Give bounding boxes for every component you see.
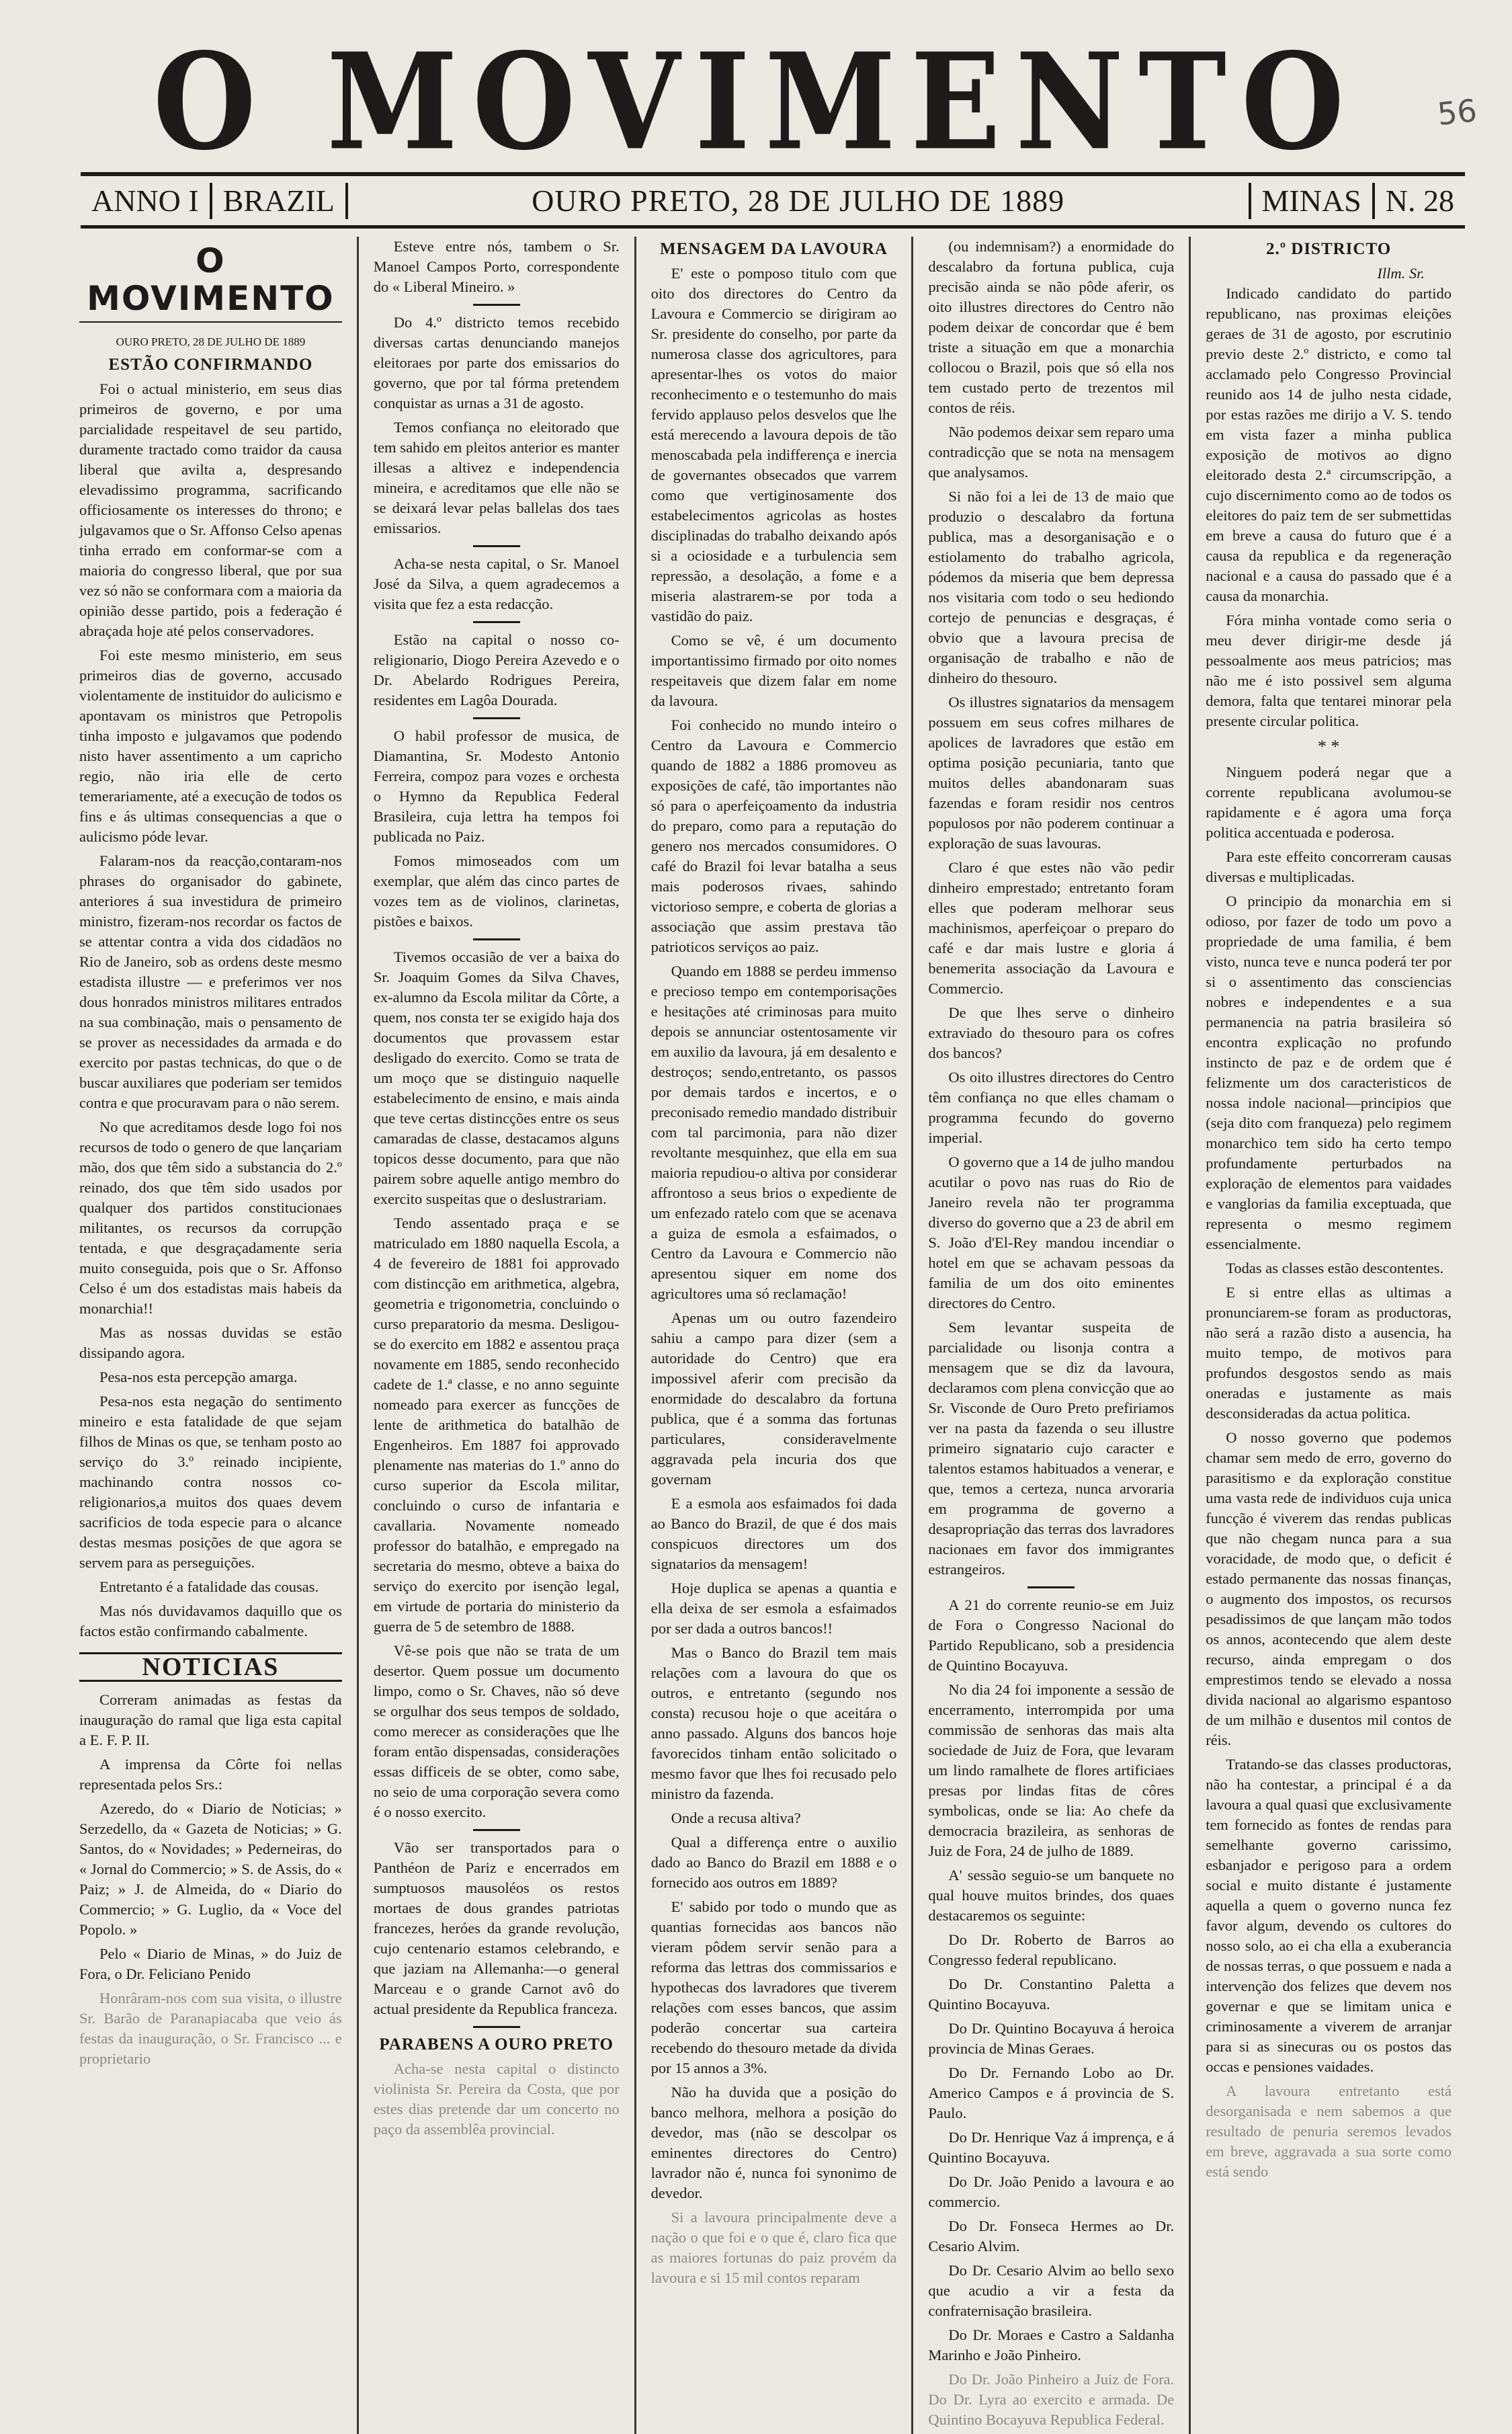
paragraph: Sem levantar suspeita de parcialidade ou lisonja contra a mensagem que se diz da lavoura, declaramos com plena convicção que ao Sr. Visconde de Ouro Preto prefiriamos ver na pasta da fazenda o seu illustre primeiro signatario cujo caracter e talentos estamos habituados a venerar, e que, temos a certeza, nunca arvoraria em programma de governo a desapropriação das terras dos lavradores nacionaes em favor dos immigrantes estrangeiros.	[928, 1319, 1175, 1578]
paragraph: E' sabido por todo o mundo que as quantias fornecidas aos bancos não vieram pôdem servir senão para a reforma das lettras dos commissarios e hypothecas dos lavradores que tiverem relações com esses bancos, que assim poderão concertar sua carteira recebendo do thesouro metade da divida por 15 annos a 3%.	[650, 1898, 897, 2076]
dateline-state: MINAS	[1261, 184, 1361, 218]
paragraph: Correram animadas as festas da inauguração do ramal que liga esta capital a E. F. P. II.	[79, 1691, 342, 1748]
paragraph: Entretanto é a fatalidade das cousas.	[99, 1578, 319, 1595]
paragraph: O principio da monarchia em si odioso, por fazer de todo um povo a propriedade de uma familia, é bem visto, nunca teve e nunca poderá ter por si o assentimento das consciencias nobres e independentes e a sua permanencia na patria brasileira só encontra explicação no profundo instincto de paz e de ordem que é felizmente um dos caracteristicos de nossa indole nacional—principios que (seja dito com franqueza) pelo regimem monarchico tem sido ha certo tempo profundamente perturbados na exploração de elementos para vaidades e vanglorias da familia exceptuada, que representa o mesmo regimem essencialmente.	[1206, 893, 1452, 1252]
paragraph: Onde a recusa altiva?	[671, 1810, 801, 1826]
paragraph: Estão na capital o nosso co-religionario, Diogo Pereira Azevedo e o Dr. Abelardo Rodrigues Pereira, residentes em Lagôa Dourada.	[373, 631, 620, 708]
paragraph: Foi este mesmo ministerio, em seus primeiros dias de governo, accusado violentamente de instituidor do aulicismo e apontavam os ministros que Petropolis tinha imposto e julgavamos que podendo nisto haver assentimento a um capricho regio, não iria elle de certo temerariamente, até a execução de todos os fins e ás ultimas consequencias a que o aulicismo póde levar.	[79, 647, 342, 845]
paragraph: Do Dr. Fernando Lobo ao Dr. Americo Campos e á provincia de S. Paulo.	[928, 2064, 1175, 2121]
paragraph: O nosso governo que podemos chamar sem medo de erro, governo do parasitismo e da exploração constitue uma vasta rede de individuos cuja unica funcção é viverem das rendas publicas que não chegam nunca para a sua voracidade, de modo que, o deficit é estado permanente das nossas finanças, o augmento dos impostos, os recursos pesadissimos de que lançam mão todos os annos, acontecendo que alem deste recurso, ainda empregam o dos emprestimos tendo se elevado a nossa divida nacional ao algarismo espantoso de um milhão e dusentos mil contos de réis.	[1206, 1429, 1452, 1748]
paragraph: Temos confiança no eleitorado que tem sahido em pleitos anterior es manter illesas a altivez e independencia mineira, e acreditamos que elle não se se deixará levar pelas ballelas dos taes emissarios.	[373, 419, 620, 536]
paragraph: Ninguem poderá negar que a corrente republicana avolumou-se rapidamente e é agora uma força politica accentuada e poderosa.	[1206, 764, 1452, 841]
paragraph: Honrâram-nos com sua visita, o illustre Sr. Barão de Paranapiacaba que veio ás festas da inauguração, o Sr. Francisco ... e proprietario	[79, 1990, 342, 2067]
paragraph: Mas o Banco do Brazil tem mais relações com a lavoura do que os outros, e entretanto (segundo nos consta) recusou hoje o que aceitára o anno passado. Alguns dos bancos hoje favorecidos tinham então solicitado o mesmo favor que lhes foi recusado pelo ministro da fazenda.	[650, 1644, 897, 1802]
paragraph: Os oito illustres directores do Centro têm confiança no que elles chamam o programma fecundo do governo imperial.	[928, 1069, 1175, 1146]
editorial-dateline: OURO PRETO, 28 DE JULHO DE 1889	[116, 335, 306, 348]
column-2	[357, 237, 634, 2434]
divider	[1027, 1586, 1075, 1588]
newspaper-masthead: O MOVIMENTO	[153, 24, 1359, 180]
paragraph: Do 4.º districto temos recebido diversas cartas denunciando manejos eleitoraes por parte dos emissarios do governo, que por tal fórma pretendem conquistar as urnas a 31 de agosto.	[373, 314, 620, 411]
paragraph: (ou indemnisam?) a enormidade do descalabro da fortuna publica, cuja precisão ainda se não pôde aferir, os oito illustres directores do Centro não podem deixar de concordar que é bem triste a situação em que a monarchia collocou o Brazil, pois que só ella nos tem custado perto de trezentos mil contos de réis.	[928, 238, 1175, 416]
column-4	[911, 237, 1189, 2434]
paragraph: Do Dr. Quintino Bocayuva á heroica provincia de Minas Geraes.	[928, 2020, 1175, 2057]
paragraph: Pesa-nos esta percepção amarga.	[99, 1369, 298, 1385]
divider	[473, 1829, 520, 1831]
paragraph: E a esmola aos esfaimados foi dada ao Banco do Brazil, de que é dos mais conspicuos directores um dos signatarios da mensagem!	[650, 1495, 897, 1572]
paragraph: O governo que a 14 de julho mandou acutilar o povo nas ruas do Rio de Janeiro revela não ter programma diverso do governo que a 23 de abril em S. João d'El-Rey mandou incendiar o hotel em que se achavam pessoas da familia de um dos oito eminentes directores do Centro.	[928, 1153, 1175, 1311]
paragraph: De que lhes serve o dinheiro extraviado do thesouro para os cofres dos bancos?	[928, 1004, 1175, 1061]
article-heading: MENSAGEM DA LAVOURA	[660, 240, 888, 258]
paragraph: Pesa-nos esta negação do sentimento mineiro e esta fatalidade de que sejam filhos de Minas os que, se tenham posto ao serviço do 3.º reinado incipiente, machinando contra nossos co-religionarios,a muitos dos quaes devem sacrificios de toda especie para o alcance destas mesmas posições de que agora se servem para as perseguições.	[79, 1393, 342, 1571]
section-title-noticias: NOTICIAS	[79, 1652, 342, 1682]
paragraph: Pelo « Diario de Minas, » do Juiz de Fora, o Dr. Feliciano Penido	[79, 1945, 342, 1982]
paragraph: Do Dr. João Pinheiro a Juiz de Fora. Do Dr. Lyra ao exercito e armada. De Quintino Bocayuva Republica Federal.	[928, 2371, 1175, 2428]
dateline-number: N. 28	[1385, 184, 1454, 218]
divider	[473, 938, 520, 940]
paragraph: A lavoura entretanto está desorganisada e nem sabemos a que resultado de penuria seremos levados em breve, aggravada a sua sorte como está sendo	[1206, 2082, 1452, 2180]
article-heading: PARABENS A OURO PRETO	[379, 2035, 614, 2054]
page-margin-number: 56	[1435, 92, 1479, 132]
paragraph: Para este effeito concorreram causas diversas e multiplicadas.	[1206, 848, 1452, 885]
paragraph: Fomos mimoseados com um exemplar, que além das cinco partes de vozes tem as de violinos, clarinetas, pistões e baixos.	[373, 852, 620, 930]
paragraph: Fóra minha vontade como seria o meu dever dirigir-me desde já pessoalmente aos meus patricios; mas não me é isto possivel sem alguma demora, falta que tentarei minorar pela presente circular politica.	[1206, 612, 1452, 729]
article-columns	[79, 237, 1466, 2428]
paragraph: Azeredo, do « Diario de Noticias; » Serzedello, da « Gazeta de Noticias; » G. Santos, do « Novidades; » Pederneiras, do « Jornal do Commercio; » S. de Assis, do « Paiz; » J. de Almeida, do « Diario do Commercio; » G. Luglio, da « Voce del Popolo. »	[79, 1800, 342, 1938]
noticias-body	[79, 1690, 342, 2069]
paragraph: A' sessão seguio-se um banquete no qual houve muitos brindes, dos quaes destacaremos os seguinte:	[928, 1867, 1175, 1924]
editorial-masthead: O MOVIMENTO	[79, 242, 342, 323]
article-heading: ESTÃO CONFIRMANDO	[108, 356, 313, 374]
paragraph: No que acreditamos desde logo foi nos recursos de todo o genero de que lançariam mão, dos que têm sido a substancia do 2.º reinado, dos que têm sido usados por qualquer dos partidos constitucionaes militantes, os recursos da corrupção tentada, e que desgraçadamente seria muito conseguida, pois que o Sr. Affonso Celso é um dos estadistas mais habeis da monarchia!!	[79, 1119, 342, 1317]
dateline-country: BRAZIL	[222, 184, 335, 218]
paragraph: E si entre ellas as ultimas a pronunciarem-se foram as productoras, não será a razão disto a ausencia, ha muito tempo, de motivos para profundos desgostos sendo as mais oneradas e justamente as mais desconsideradas da actua politica.	[1206, 1284, 1452, 1422]
paragraph: Si a lavoura principalmente deve a nação o que foi e o que é, claro fica que as maiores fortunas do paiz provém da lavoura e si 15 mil contos reparam	[650, 2209, 897, 2286]
article-body	[79, 379, 342, 1641]
paragraph: Tivemos occasião de ver a baixa do Sr. Joaquim Gomes da Silva Chaves, ex-alumno da Escola militar da Côrte, a quem, nos consta ter se exigido haja dos documentos que provassem estar desligado do exercito. Como se trata de um moço que se distinguio naquelle estabelecimento de ensino, e mais ainda que teve certas distincções entre os seus camaradas de classe, destacamos alguns topicos desse documento, para que não pairem sobre aquelle antigo membro do exercito suspeitas que o deslustrariam.	[373, 948, 620, 1207]
paragraph: Os illustres signatarios da mensagem possuem em seus cofres milhares de apolices de lavradores que estão em optima posição pecuniaria, tanto que muitos delles abandonaram suas fazendas e foram residir nos centros populosos por não poderem continuar a exploração de suas lavouras.	[928, 694, 1175, 852]
dateline-anno: ANNO I	[91, 184, 199, 218]
paragraph: A imprensa da Côrte foi nellas representada pelos Srs.:	[79, 1756, 342, 1793]
paragraph: Não podemos deixar sem reparo uma contradicção que se nota na mensagem que analysamos.	[928, 423, 1175, 481]
paragraph: Si não foi a lei de 13 de maio que produzio o descalabro da fortuna publica, mas a desorganisação e o estiolamento do trabalho agricola, pódemos da miseria que bem depressa nos visitaria com todo o seu hediondo cortejo de penuncias e desgraças, é obvio que a lavoura precisa de organisação de trabalho e não de dinheiro do thesouro.	[928, 488, 1175, 686]
paragraph: Tendo assentado praça e se matriculado em 1880 naquella Escola, a 4 de fevereiro de 1881 foi approvado com distincção em arithmetica, algebra, geometria e trigonometria, concluindo o curso preparatorio da mesma. Desligou-se do exercito em 1882 e assentou praça novamente em 1885, sendo reconhecido cadete de 1.ª classe, e no anno seguinte nomeado para exercer as funcções de lente de arithmetica do batalhão de Engenheiros. Em 1887 foi approvado plenamente nas materias do 1.º anno do curso superior da Escola militar, concluindo o curso de infantaria e cavallaria. Novamente nomeado professor do batalhão, e empregado na secretaria do mesmo, obteve a baixa do serviço do exercito por isenção legal, em virtude de portaria do ministerio da guerra de 5 de setembro de 1888.	[373, 1215, 620, 1635]
paragraph: Do Dr. Fonseca Hermes ao Dr. Cesario Alvim.	[928, 2218, 1175, 2255]
divider	[473, 717, 520, 719]
section-stars: * *	[1317, 737, 1340, 756]
paragraph: Foi conhecido no mundo inteiro o Centro da Lavoura e Commercio quando de 1882 a 1886 promoveu as exposições de café, tão importantes não só para o aperfeiçoamento da industria do preparo, como para a reputação do genero nos mercados consumidores. O café do Brazil foi levar batalha a seus mais poderosos rivaes, sahindo victorioso sempre, e coberta de glorias a associação que assim prestava tão patrioticos serviços ao paiz.	[650, 717, 897, 955]
paragraph: A 21 do corrente reunio-se em Juiz de Fora o Congresso Nacional do Partido Republicano, sob a presidencia de Quintino Bocayuva.	[928, 1596, 1175, 1674]
paragraph: Não ha duvida que a posição do banco melhora, melhora a posição do devedor, mas (não se descolpar os eminentes directores do Centro) lavrador não é, nunca foi synonimo de devedor.	[650, 2084, 897, 2201]
paragraph: Indicado candidato do partido republicano, nas proximas eleições geraes de 31 de agosto, por escrutinio previo deste 2.º districto, e como tal acclamado pelo Congresso Provincial reunido aos 14 de julho nesta cidade, por estas razões me dirijo a V. S. tendo em vista fazer a minha publica exposição de motivos ao digno eleitorado desta 2.ª circumscripção, a cujo discernimento como ao de todos os eleitores do paiz tem de ser submettidas em breve a causa do futuro que é a causa da republica e da regeneração nacional e a causa do passado que é a causa da monarchia.	[1206, 285, 1452, 604]
paragraph: Quando em 1888 se perdeu immenso e precioso tempo em contemporisações e hesitações até criminosas para muito depois se annunciar ostentosamente vir em auxilio da lavoura, já em desalento e destroços; sendo,entretanto, os passos por demais tardos e incertos, e o preconisado remedio mandado distribuir com tal parcimonia, para não dizer revoltante mesquinhez, que ella em sua maioria repudiou-o altiva por considerar affrontoso a seus brios o expediente de um enfezado ratelo com que se acenava a guiza de esmola a esfaimados, o Centro da Lavoura e Commercio não apresentou siquer em nome dos agricultores uma só reclamação!	[650, 963, 897, 1302]
paragraph: Do Dr. Roberto de Barros ao Congresso federal republicano.	[928, 1931, 1175, 1968]
paragraph: Esteve entre nós, tambem o Sr. Manoel Campos Porto, correspondente do « Liberal Mineiro. »	[373, 238, 620, 295]
paragraph: Falaram-nos da reacção,contaram-nos phrases do organisador do gabinete, anteriores á sua investidura de primeiro ministro, fizeram-nos recordar os factos de se attentar contra a vida dos cidadãos no Rio de Janeiro, sob as ordens deste mesmo estadista illustre — e preferimos ver nos dous honrados ministros militares entrados na sua combinação, mais o pensamento de se prover as necessidades da armada e do exercito por pastas technicas, do que o de buscar auxiliares que poderiam ser temidos contra e que procuravam para o não serem.	[79, 852, 342, 1111]
paragraph: Acha-se nesta capital o distincto violinista Sr. Pereira da Costa, que por estes dias pretende dar um concerto no paço da assemblêa provincial.	[373, 2060, 620, 2138]
paragraph: Tratando-se das classes productoras, não ha contestar, a principal é a da lavoura a qual quasi que exclusivamente tem fornecido as fontes de rendas para semelhante governo carissimo, esbanjador e perigoso para a ordem social e muito distante é justamente aquella a quem o governo nunca fez favor algum, devendo os cultores do nosso solo, ao ei cha ella a exuberancia de nossas terras, o que possuem e nada a intervenção dos felizes que devem nos governar e que se limitam unica e criminosamente a viverem de arranjar para si as sinecuras ou os postos das occas e pensiones vaidades.	[1206, 1756, 1452, 2075]
paragraph: Vão ser transportados para o Panthéon de Pariz e encerrados em sumptuosos mausoléos os restos mortaes de dous grandes patriotas francezes, heróes da grande revolução, cujo centenario estamos celebrando, e que jaziam na Allemanha:—o general Marceau e o grande Carnot avô do actual presidente da Republica franceza.	[373, 1839, 620, 2017]
paragraph: Mas nós duvidavamos daquillo que os factos estão confirmando cabalmente.	[79, 1603, 342, 1639]
paragraph: Do Dr. Moraes e Castro a Saldanha Marinho e João Pinheiro.	[928, 2326, 1175, 2363]
paragraph: Mas as nossas duvidas se estão dissipando agora.	[79, 1324, 342, 1361]
paragraph: Claro é que estes não vão pedir dinheiro emprestado; entretanto foram elles que poderam melhorar seus machinismos, aperfeiçoar o preparo do café e dar mais lustre e gloria á benemerita associação da Lavoura e Commercio.	[928, 859, 1175, 997]
column-5	[1189, 237, 1466, 2434]
paragraph: Hoje duplica se apenas a quantia e ella deixa de ser esmola a esfaimados por ser dada a outros bancos!!	[650, 1580, 897, 1637]
paragraph: Acha-se nesta capital, o Sr. Manoel José da Silva, a quem agradecemos a visita que fez a esta redacção.	[373, 555, 620, 612]
paragraph: Foi o actual ministerio, em seus dias primeiros de governo, e por uma parcialidade respeitavel de seu partido, duramente tractado como traidor da causa liberal que avilta a, despresando elevadissimo programma, sacrificando officiosamente os interesses do throno; e julgavamos que o Sr. Affonso Celso apenas tinha errado em conformar-se com a maioria do congresso liberal, que por sua vez só não se conformara com a maioria da opinião desse partido, pois a federação é abraçada hoje até pelos conservadores.	[79, 380, 342, 639]
paragraph: Do Dr. Cesario Alvim ao bello sexo que acudio a vir a festa da confraternisação brasileira.	[928, 2262, 1175, 2319]
divider	[473, 2026, 520, 2028]
column-3	[634, 237, 912, 2434]
paragraph: Do Dr. Constantino Paletta a Quintino Bocayuva.	[928, 1976, 1175, 2013]
dateline-date: OURO PRETO, 28 DE JULHO DE 1889	[532, 184, 1065, 218]
divider	[473, 304, 520, 306]
paragraph: Vê-se pois que não se trata de um desertor. Quem possue um documento limpo, como o Sr. Chaves, não só deve se orgulhar dos seus tempos de soldado, como merecer as considerações que lhe foram então dispensadas, considerações essas difficeis de se obter, como sabe, no seio de uma corporação severa como é o nosso exercito.	[373, 1642, 620, 1820]
paragraph: No dia 24 foi imponente a sessão de encerramento, interrompida por uma commissão de senhoras das mais alta sociedade de Juiz de Fora, que levaram um lindo ramalhete de flores artificiaes presas por lindas fitas de côres symbolicas, onde se lia: Ao chefe da democracia brazileira, as senhoras de Juiz de Fora, 24 de julho de 1889.	[928, 1681, 1175, 1859]
paragraph: Todas as classes estão descontentes.	[1226, 1260, 1444, 1276]
article-heading: 2.º DISTRICTO	[1266, 240, 1392, 258]
paragraph: O habil professor de musica, de Diamantina, Sr. Modesto Antonio Ferreira, compoz para vozes e orchesta o Hymno da Republica Federal Brasileira, cuja lettra ha tempos foi publicada no Paiz.	[373, 727, 620, 845]
salutation: Illm. Sr.	[1377, 265, 1425, 282]
paragraph: Do Dr. Henrique Vaz á imprença, e á Quintino Bocayuva.	[928, 2129, 1175, 2166]
paragraph: Do Dr. João Penido a lavoura e ao commercio.	[928, 2173, 1175, 2210]
divider	[473, 621, 520, 623]
paragraph: Qual a differença entre o auxilio dado ao Banco do Brazil em 1888 e o fornecido aos outros em 1889?	[650, 1834, 897, 1891]
dateline-bar	[81, 172, 1465, 229]
divider	[473, 545, 520, 547]
paragraph: Como se vê, é um documento importantissimo firmado por oito nomes respeitaveis que dizem falar em nome da lavoura.	[650, 632, 897, 709]
paragraph: E' este o pomposo titulo com que oito dos directores do Centro da Lavoura e Commercio se dirigiram ao Sr. presidente do conselho, por parte da numerosa classe dos agricultores, para apresentar-lhes os votos do maior reconhecimento e o testemunho do mais fervido applauso pelos desvelos que lhe está merecendo a lavoura depois de tão menoscabada pela indifferença e inercia de governantes obsecados que varrem como que vertiginosamente dos estabelecimentos agricolas as hostes disciplinadas do trabalho deixando após si a ociosidade e a turbulencia sem repressão, a desolação, a fome e a miseria alastrarem-se por toda a vastidão do paiz.	[650, 265, 897, 624]
column-1	[79, 237, 357, 2434]
paragraph: Apenas um ou outro fazendeiro sahiu a campo para dizer (sem a autoridade do Centro) que era impossivel aferir com precisão da enormidade do descalabro da fortuna publica, que é a somma das fortunas particulares, consideravelmente aggravada pela incuria dos que governam	[650, 1309, 897, 1488]
